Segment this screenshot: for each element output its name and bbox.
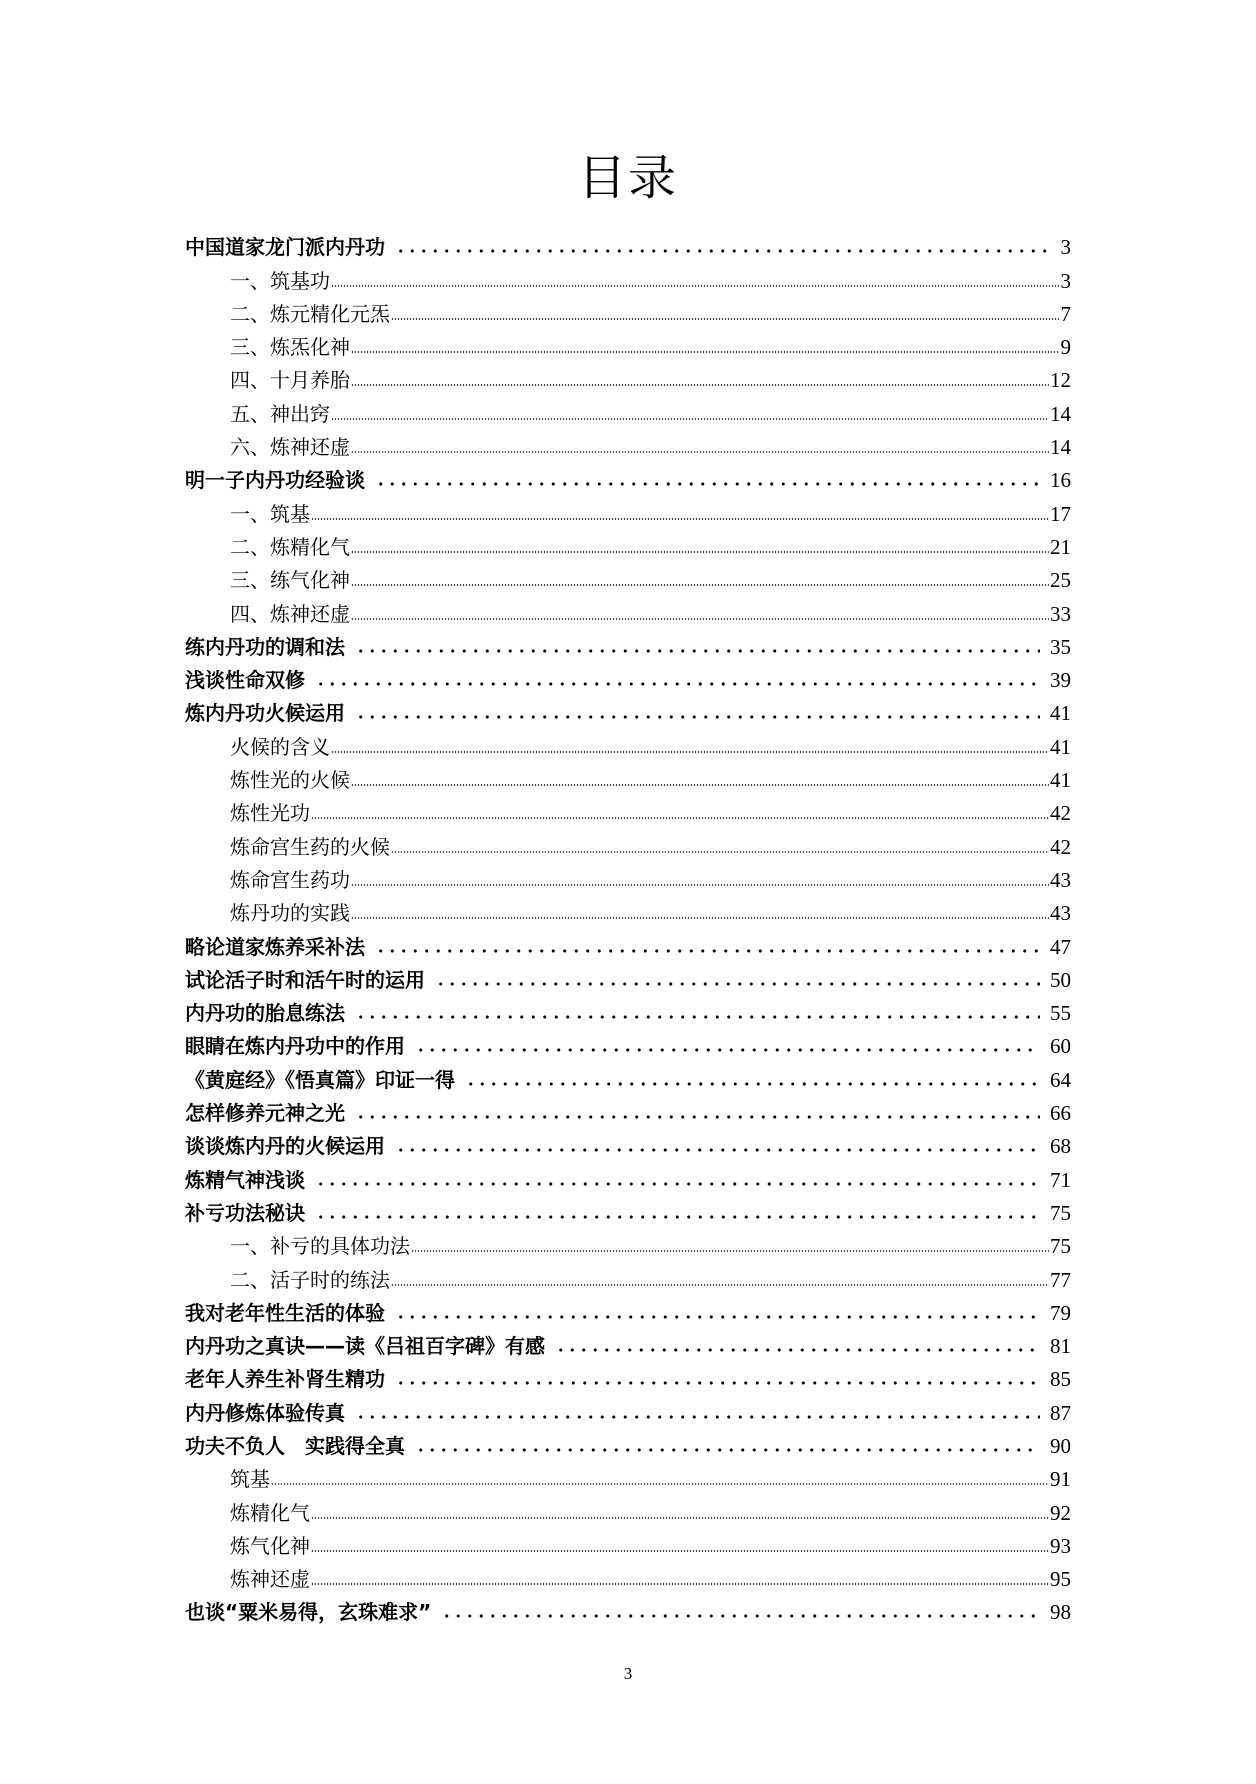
toc-section-entry[interactable] [185, 1492, 1071, 1525]
toc-entry-page-number: 9 [1060, 335, 1071, 360]
toc-dot-leader [435, 974, 1040, 988]
toc-entry-page-number: 21 [1050, 534, 1071, 559]
toc-dot-leader [441, 1606, 1040, 1620]
toc-entry-label: 怎样修养元神之光 [185, 1101, 345, 1126]
toc-entry-label: 中国道家龙门派内丹功 [185, 235, 385, 260]
toc-entry-page-number: 50 [1050, 967, 1071, 992]
toc-entry-page-number: 25 [1050, 568, 1071, 593]
toc-entry-page-number: 68 [1050, 1134, 1071, 1159]
toc-entry-label: 炼气化神 [230, 1533, 310, 1558]
toc-entry-page-number: 66 [1050, 1101, 1071, 1126]
toc-chapter-entry[interactable] [185, 460, 1071, 493]
toc-entry-page-number: 47 [1050, 934, 1071, 959]
toc-dot-leader [311, 806, 1049, 820]
toc-entry-page-number: 90 [1050, 1433, 1071, 1458]
toc-entry-label: 二、炼精化气 [230, 534, 350, 559]
toc-chapter-entry[interactable] [185, 1093, 1071, 1126]
toc-entry-page-number: 39 [1050, 668, 1071, 693]
toc-entry-label: 一、筑基 [230, 501, 310, 526]
toc-section-entry[interactable] [185, 1559, 1071, 1592]
toc-chapter-entry[interactable] [185, 1059, 1071, 1092]
toc-chapter-entry[interactable] [185, 1293, 1071, 1326]
toc-section-entry[interactable] [185, 893, 1071, 926]
toc-entry-label: 试论活子时和活午时的运用 [185, 967, 425, 992]
toc-section-entry[interactable] [185, 493, 1071, 526]
toc-entry-label: 炼性光的火候 [230, 768, 350, 793]
toc-entry-page-number: 79 [1050, 1300, 1071, 1325]
toc-dot-leader [311, 1572, 1049, 1586]
toc-entry-label: 五、神出窍 [230, 401, 330, 426]
toc-entry-page-number: 17 [1050, 501, 1071, 526]
toc-entry-label: 炼丹功的实践 [230, 901, 350, 926]
toc-chapter-entry[interactable] [185, 1592, 1071, 1625]
toc-entry-page-number: 55 [1050, 1001, 1071, 1026]
toc-dot-leader [351, 607, 1049, 621]
toc-section-entry[interactable] [185, 1459, 1071, 1492]
toc-entry-page-number: 87 [1050, 1400, 1071, 1425]
page-title: 目录 [577, 150, 678, 206]
toc-entry-label: 炼精化气 [230, 1500, 310, 1525]
toc-chapter-entry[interactable] [185, 1426, 1071, 1459]
toc-dot-leader [355, 1407, 1040, 1421]
toc-entry-page-number: 85 [1050, 1367, 1071, 1392]
toc-entry-label: 二、炼元精化元炁 [230, 301, 390, 326]
toc-chapter-entry[interactable] [185, 693, 1071, 726]
toc-dot-leader [391, 840, 1049, 854]
toc-dot-leader [375, 941, 1040, 955]
toc-dot-leader [415, 1440, 1040, 1454]
toc-entry-page-number: 41 [1050, 701, 1071, 726]
toc-dot-leader [395, 1307, 1040, 1321]
toc-entry-page-number: 12 [1050, 368, 1071, 393]
toc-chapter-entry[interactable] [185, 660, 1071, 693]
toc-dot-leader [395, 241, 1051, 255]
toc-entry-page-number: 81 [1050, 1334, 1071, 1359]
toc-section-entry[interactable] [185, 427, 1071, 460]
toc-entry-label: 浅谈性命双修 [185, 668, 305, 693]
toc-entry-label: 《黄庭经》《悟真篇》印证一得 [185, 1067, 455, 1092]
toc-section-entry[interactable] [185, 560, 1071, 593]
toc-section-entry[interactable] [185, 593, 1071, 626]
toc-entry-page-number: 3 [1060, 235, 1071, 260]
toc-chapter-entry[interactable] [185, 926, 1071, 959]
toc-entry-label: 六、炼神还虚 [230, 435, 350, 460]
toc-entry-page-number: 64 [1050, 1067, 1071, 1092]
toc-entry-page-number: 14 [1050, 401, 1071, 426]
toc-dot-leader [391, 307, 1060, 321]
toc-section-entry[interactable] [185, 393, 1071, 426]
toc-section-entry[interactable] [185, 294, 1071, 327]
toc-entry-page-number: 95 [1050, 1567, 1071, 1592]
toc-entry-label: 炼神还虚 [230, 1567, 310, 1592]
toc-entry-page-number: 75 [1050, 1234, 1071, 1259]
toc-dot-leader [315, 674, 1040, 688]
toc-entry-label: 明一子内丹功经验谈 [185, 468, 365, 493]
toc-entry-page-number: 42 [1050, 834, 1071, 859]
toc-entry-label: 眼睛在炼内丹功中的作用 [185, 1034, 405, 1059]
toc-entry-label: 二、活子时的练法 [230, 1267, 390, 1292]
toc-entry-label: 功夫不负人 实践得全真 [185, 1433, 405, 1458]
toc-dot-leader [331, 407, 1049, 421]
toc-entry-label: 三、炼炁化神 [230, 335, 350, 360]
toc-section-entry[interactable] [185, 760, 1071, 793]
toc-dot-leader [351, 373, 1049, 387]
toc-dot-leader [355, 1007, 1040, 1021]
toc-entry-page-number: 92 [1050, 1500, 1071, 1525]
toc-section-entry[interactable] [185, 860, 1071, 893]
toc-entry-page-number: 14 [1050, 435, 1071, 460]
toc-entry-label: 谈谈炼内丹的火候运用 [185, 1134, 385, 1159]
toc-entry-page-number: 3 [1060, 268, 1071, 293]
toc-chapter-entry[interactable] [185, 1193, 1071, 1226]
toc-entry-page-number: 7 [1060, 301, 1071, 326]
toc-section-entry[interactable] [185, 1226, 1071, 1259]
toc-dot-leader [355, 641, 1040, 655]
toc-entry-label: 内丹修炼体验传真 [185, 1400, 345, 1425]
toc-entry-page-number: 43 [1050, 867, 1071, 892]
toc-chapter-entry[interactable] [185, 1326, 1071, 1359]
toc-chapter-entry[interactable] [185, 960, 1071, 993]
toc-entry-page-number: 98 [1050, 1600, 1071, 1625]
toc-dot-leader [355, 1107, 1040, 1121]
toc-chapter-entry[interactable] [185, 1392, 1071, 1425]
toc-entry-label: 我对老年性生活的体验 [185, 1300, 385, 1325]
toc-dot-leader [311, 1506, 1049, 1520]
toc-entry-page-number: 41 [1050, 734, 1071, 759]
toc-chapter-entry[interactable] [185, 1026, 1071, 1059]
toc-entry-label: 四、十月养胎 [230, 368, 350, 393]
toc-entry-label: 老年人养生补肾生精功 [185, 1367, 385, 1392]
toc-entry-label: 炼命宫生药功 [230, 867, 350, 892]
toc-entry-label: 炼命宫生药的火候 [230, 834, 390, 859]
toc-dot-leader [415, 1040, 1040, 1054]
table-of-contents [185, 227, 1071, 1625]
toc-chapter-entry[interactable] [185, 627, 1071, 660]
toc-dot-leader [311, 507, 1049, 521]
toc-entry-page-number: 41 [1050, 768, 1071, 793]
toc-entry-label: 内丹功之真诀——读《吕祖百字碑》有感 [185, 1334, 545, 1359]
toc-entry-page-number: 16 [1050, 468, 1071, 493]
toc-section-entry[interactable] [185, 260, 1071, 293]
toc-chapter-entry[interactable] [185, 993, 1071, 1026]
toc-dot-leader [555, 1340, 1040, 1354]
toc-entry-label: 炼内丹功火候运用 [185, 701, 345, 726]
toc-entry-label: 一、补亏的具体功法 [230, 1234, 410, 1259]
toc-dot-leader [351, 440, 1049, 454]
toc-entry-label: 练内丹功的调和法 [185, 634, 345, 659]
toc-entry-page-number: 93 [1050, 1533, 1071, 1558]
toc-dot-leader [315, 1207, 1040, 1221]
toc-entry-label: 火候的含义 [230, 734, 330, 759]
toc-dot-leader [271, 1472, 1049, 1486]
toc-entry-label: 筑基 [230, 1467, 270, 1492]
toc-entry-label: 炼性光功 [230, 801, 310, 826]
toc-section-entry[interactable] [185, 527, 1071, 560]
toc-entry-page-number: 77 [1050, 1267, 1071, 1292]
toc-dot-leader [351, 873, 1049, 887]
toc-dot-leader [351, 573, 1049, 587]
toc-section-entry[interactable] [185, 360, 1071, 393]
toc-entry-page-number: 42 [1050, 801, 1071, 826]
toc-chapter-entry[interactable] [185, 1126, 1071, 1159]
toc-section-entry[interactable] [185, 726, 1071, 759]
toc-dot-leader [351, 340, 1060, 354]
toc-entry-label: 略论道家炼养采补法 [185, 934, 365, 959]
toc-dot-leader [395, 1140, 1040, 1154]
toc-dot-leader [311, 1539, 1049, 1553]
toc-dot-leader [391, 1273, 1049, 1287]
toc-entry-label: 三、练气化神 [230, 568, 350, 593]
toc-dot-leader [351, 540, 1049, 554]
toc-dot-leader [351, 773, 1049, 787]
toc-entry-label: 四、炼神还虚 [230, 601, 350, 626]
page-number: 3 [623, 1664, 633, 1683]
toc-entry-page-number: 43 [1050, 901, 1071, 926]
toc-entry-page-number: 71 [1050, 1167, 1071, 1192]
toc-entry-page-number: 60 [1050, 1034, 1071, 1059]
toc-dot-leader [395, 1373, 1040, 1387]
toc-entry-page-number: 91 [1050, 1467, 1071, 1492]
toc-dot-leader [465, 1074, 1040, 1088]
toc-section-entry[interactable] [185, 327, 1071, 360]
toc-entry-label: 炼精气神浅谈 [185, 1167, 305, 1192]
toc-entry-label: 补亏功法秘诀 [185, 1200, 305, 1225]
toc-chapter-entry[interactable] [185, 227, 1071, 260]
toc-dot-leader [411, 1239, 1049, 1253]
toc-chapter-entry[interactable] [185, 1359, 1071, 1392]
toc-chapter-entry[interactable] [185, 1159, 1071, 1192]
toc-dot-leader [375, 474, 1040, 488]
toc-section-entry[interactable] [185, 826, 1071, 859]
toc-entry-label: 也谈“粟米易得，玄珠难求” [185, 1600, 432, 1625]
toc-dot-leader [331, 740, 1049, 754]
toc-entry-page-number: 75 [1050, 1200, 1071, 1225]
toc-dot-leader [355, 707, 1040, 721]
toc-entry-page-number: 33 [1050, 601, 1071, 626]
toc-entry-label: 一、筑基功 [230, 268, 330, 293]
toc-section-entry[interactable] [185, 1526, 1071, 1559]
toc-section-entry[interactable] [185, 793, 1071, 826]
toc-section-entry[interactable] [185, 1259, 1071, 1292]
toc-dot-leader [331, 274, 1060, 288]
toc-entry-label: 内丹功的胎息练法 [185, 1001, 345, 1026]
toc-dot-leader [351, 906, 1049, 920]
toc-entry-page-number: 35 [1050, 634, 1071, 659]
toc-dot-leader [315, 1174, 1040, 1188]
